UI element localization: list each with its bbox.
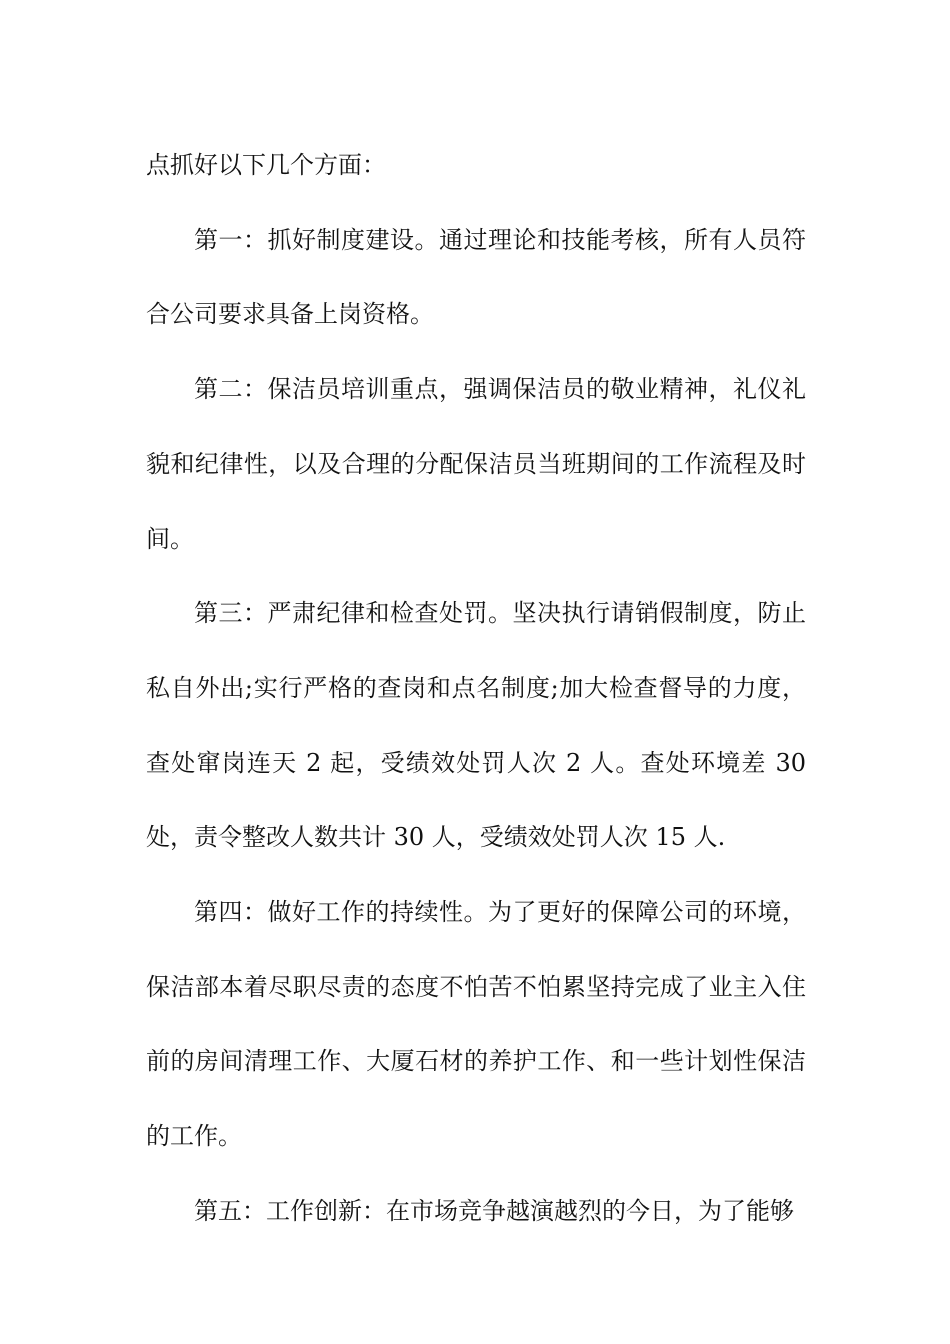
- paragraph-item-1: 第一：抓好制度建设。通过理论和技能考核，所有人员符合公司要求具备上岗资格。: [146, 225, 806, 329]
- paragraph-item-5: 第五：工作创新：在市场竞争越演越烈的今日，为了能够: [194, 1196, 794, 1225]
- paragraph-continuation: 点抓好以下几个方面：: [146, 151, 386, 179]
- paragraph-item-3: 第三：严肃纪律和检查处罚。坚决执行请销假制度，防止私自外出;实行严格的查岗和点名制度;加大检查督导的力度，查处窜岗连天 2 起，受绩效处罚人次 2 人。查处环境差 30 处，责令整改人数共计 30 人，受绩效处罚人次 15 人.: [146, 599, 806, 852]
- paragraph-item-2: 第二：保洁员培训重点，强调保洁员的敬业精神，礼仪礼貌和纪律性，以及合理的分配保洁员当班期间的工作流程及时间。: [146, 375, 806, 553]
- paragraph-item-4: 第四：做好工作的持续性。为了更好的保障公司的环境，保洁部本着尽职尽责的态度不怕苦不怕累坚持完成了业主入住前的房间清理工作、大厦石材的养护工作、和一些计划性保洁的工作。: [146, 898, 806, 1151]
- document-body: [146, 128, 806, 1249]
